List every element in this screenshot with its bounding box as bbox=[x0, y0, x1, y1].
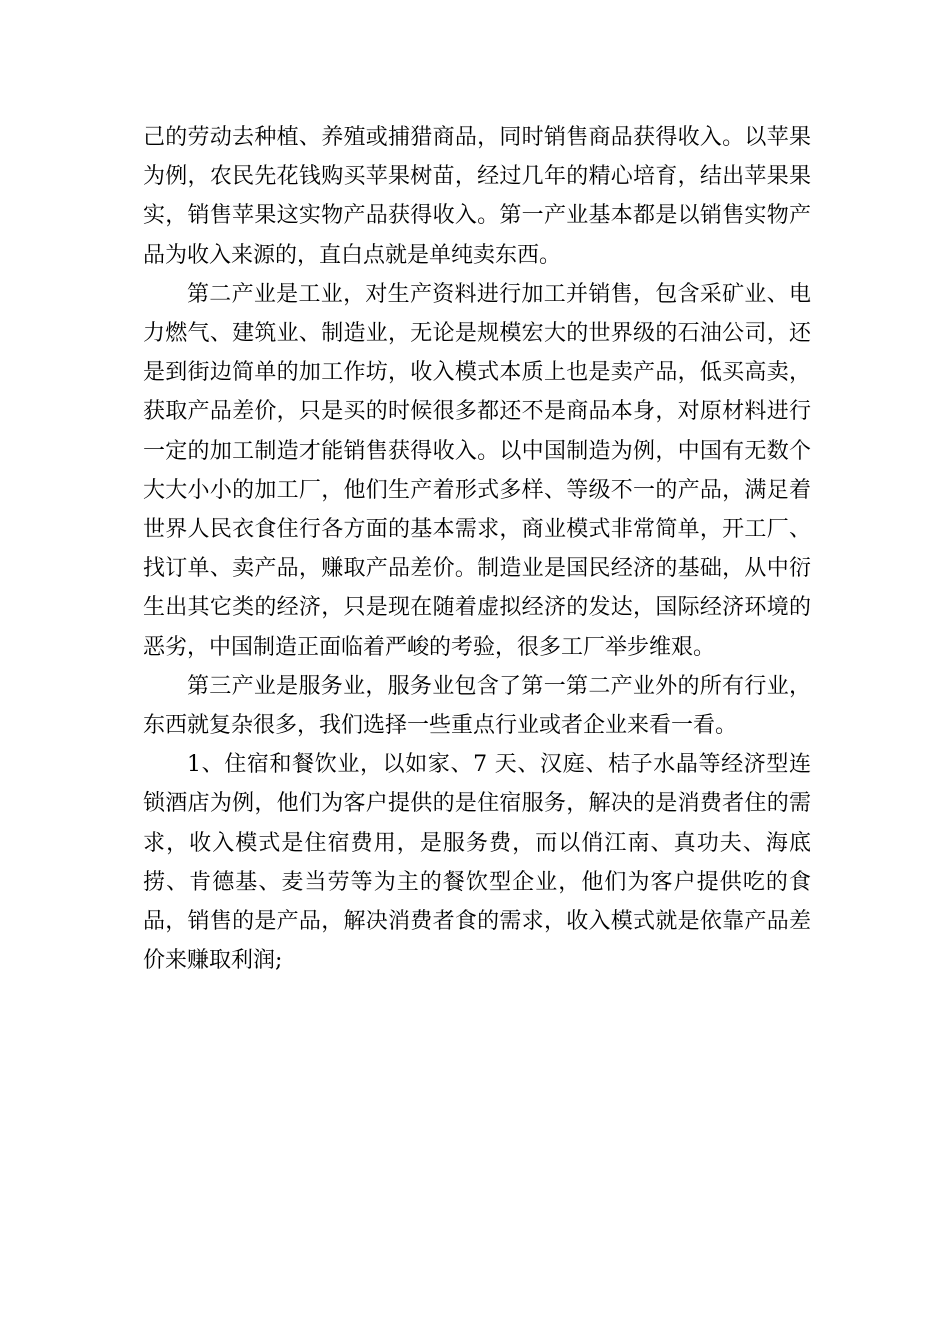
paragraph-continued: 己的劳动去种植、养殖或捕猎商品，同时销售商品获得收入。以苹果为例，农民先花钱购买苹果树苗，经过几年的精心培育，结出苹果果实，销售苹果这实物产品获得收入。第一产业基本都是以销售实物产品为收入来源的，直白点就是单纯卖东西。 bbox=[143, 125, 811, 268]
document-body bbox=[143, 118, 811, 980]
paragraph-lodging-catering: 1、住宿和餐饮业，以如家、7 天、汉庭、桔子水晶等经济型连锁酒店为例，他们为客户提供的是住宿服务，解决的是消费者住的需求，收入模式是住宿费用，是服务费，而以俏江南、真功夫、海底捞、肯德基、麦当劳等为主的餐饮型企业，他们为客户提供吃的食品，销售的是产品，解决消费者食的需求，收入模式就是依靠产品差价来赚取利润; bbox=[143, 752, 811, 974]
paragraph-tertiary-industry: 第三产业是服务业，服务业包含了第一第二产业外的所有行业，东西就复杂很多，我们选择一些重点行业或者企业来看一看。 bbox=[143, 673, 811, 739]
paragraph-secondary-industry: 第二产业是工业，对生产资料进行加工并销售，包含采矿业、电力燃气、建筑业、制造业，无论是规模宏大的世界级的石油公司，还是到街边简单的加工作坊，收入模式本质上也是卖产品，低买高卖，获取产品差价，只是买的时候很多都还不是商品本身，对原材料进行一定的加工制造才能销售获得收入。以中国制造为例，中国有无数个大大小小的加工厂，他们生产着形式多样、等级不一的产品，满足着世界人民衣食住行各方面的基本需求，商业模式非常简单，开工厂、找订单、卖产品，赚取产品差价。制造业是国民经济的基础，从中衍生出其它类的经济，只是现在随着虚拟经济的发达，国际经济环境的恶劣，中国制造正面临着严峻的考验，很多工厂举步维艰。 bbox=[143, 281, 811, 660]
